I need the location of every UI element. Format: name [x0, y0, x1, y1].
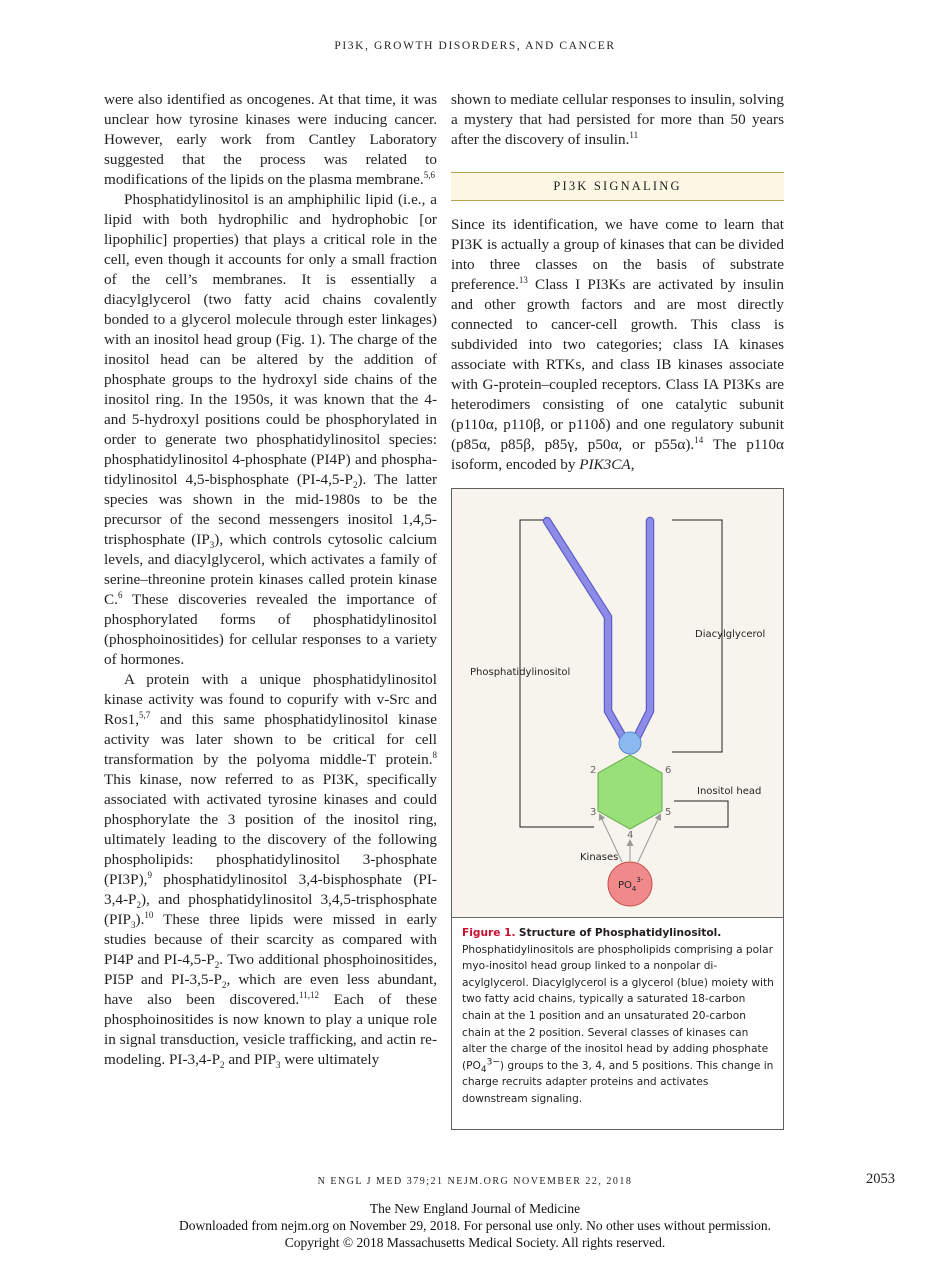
- gene-name: PIK3CA: [579, 456, 631, 473]
- reference: 5,7: [139, 709, 151, 720]
- position-2: 2: [590, 765, 597, 776]
- page-number: 2053: [866, 1171, 895, 1187]
- glycerol-circle: [619, 732, 641, 754]
- label-inositol-head: Inositol head: [697, 786, 762, 797]
- section-heading: PI3K SIGNALING: [553, 179, 682, 193]
- inositol-hexagon: [598, 755, 662, 829]
- figure-illustration: [452, 489, 783, 918]
- paragraph: A protein with a unique phosphatidylinositol kinase activity was found to copurify with v-Src and Ros1,$^{5,7}$ and this same phosphatidylinositol kinase activity was later shown to be critical for cell transformation by the polyoma middle-T protein.$^8$ This kinase, now referred to as PI3K, specifically associated with activated tyrosine kinases and could phosphorylate the 3 position of the inositol ring, ultimately leading to the discovery of the following phospholipids: phosphatidylinositol 3-phosphate (PI3P),$^9$ phosphatidylinositol 3,4-bisphosphate $(PI-3,4-P_2)$, and phosphatidylinositol 3,4,5-trisphosphate $(PIP_3).^{10}$ These three lipids were missed in early studies because of their scarcity as compared with PI4P and $PI-4,5-P_2$. Two additional phosphoinositides, PI5P and $PI-3,5-P_2$, which are even less abundant, have also been discovered.$^{11,12}$ Each of these phosphoinositides is now known to play a unique role in signal transduction, vesicle trafficking, and actin remodeling. $PI-3,4-P_2$ and $PIP_3$ were ultimately: [104, 671, 437, 1071]
- figure-1: [451, 488, 784, 1130]
- reference: 14: [694, 434, 704, 445]
- journal-footer: N ENGL J MED 379;21 NEJM.ORG NOVEMBER 22, 2018: [317, 1176, 633, 1187]
- fatty-acid-chains: [547, 521, 650, 739]
- paragraph: Since its identification, we have come to learn that PI3K is actually a group of kinases that can be divided into three classes on the basis of substrate preference.$^{13}$ Class I PI3Ks are activated by insulin and other growth factors and are most directly connected to cancer-cell growth. This class is subdivided into two categories; class IA kinases associate with RTKs, and class IB kinases associate with G-protein–coupled receptors. Class IA PI3Ks are heterodimers consisting of one catalytic subunit (p110α, p110β, or p110δ) and one regulatory subunit (p85α, p85β, p85γ, p50α, or p55α).$^{14}$ The p110α isoform, encoded by PIK3CA,: [451, 216, 785, 473]
- reference: 9: [147, 869, 152, 880]
- figure-title: Structure of Phosphatidylinositol.: [518, 927, 722, 939]
- section-heading-box: [451, 172, 784, 201]
- phosphatidylinositol-diagram: [452, 489, 783, 917]
- figure-caption: [462, 925, 774, 1108]
- label-diacylglycerol: Diacylglycerol: [695, 629, 766, 640]
- paragraph: were also identified as oncogenes. At that time, it was unclear how tyrosine kinases were inducing cancer. However, early work from Cantley Laboratory suggested that the process was related to modifications of the lipids on the plasma membrane.$^{5,6}$: [104, 91, 437, 188]
- reference: 6: [117, 589, 123, 600]
- reference: 13: [518, 274, 528, 285]
- position-4: 4: [627, 830, 634, 841]
- reference: 5,6: [423, 169, 435, 180]
- figure-label: Figure 1.: [462, 927, 516, 939]
- position-6: 6: [665, 765, 672, 776]
- reference: 11,12: [299, 989, 320, 1000]
- publisher-line: The New England Journal of Medicine: [369, 1201, 581, 1216]
- phosphate-label: $PO_4^{3-}$: [618, 876, 644, 893]
- inositol-head-bracket: [674, 801, 728, 827]
- reference: 8: [432, 749, 437, 760]
- paragraph: Phosphatidylinositol is an amphiphilic lipid (i.e., a lipid with both hydrophilic and hydrophobic [or lipophilic] properties) that plays a critical role in the cell, even though it accounts for only a small fraction of the cell’s membranes. It is essentially a diacylglycerol (two fatty acid chains covalently bonded to a glycerol molecule through ester linkages) with an inositol head group (Fig. 1). The charge of the inositol head can be altered by the addition of phosphate groups to the hydroxyl side chains of the inositol ring. In the 1950s, it was known that the 4- and 5-hydroxyl positions could be phosphorylated in order to generate two phosphatidylinositol species: phosphatidylinositol 4-phosphate (PI4P) and phosphatidylinositol 4,5-bisphosphate $(PI-4,5-P_2)$. The latter species was shown in the mid-1980s to be the precursor of the second messengers inositol 1,4,5-trisphosphate $(IP_3)$, which controls cytosolic calcium levels, and diacylglycerol, which activates a family of serine–threonine protein kinases called protein kinase C.$^6$ These discoveries revealed the importance of phosphorylated forms of phosphatidylinositol (phosphoinositides) for cellular responses to a variety of hormones.: [104, 191, 438, 668]
- position-3: 3: [590, 807, 597, 818]
- copyright-line: Copyright © 2018 Massachusetts Medical Society. All rights reserved.: [284, 1235, 666, 1250]
- reference: 11: [629, 129, 639, 140]
- reference: 10: [144, 909, 154, 920]
- label-phosphatidylinositol: Phosphatidylinositol: [470, 667, 571, 678]
- left-column: [104, 90, 437, 1070]
- paragraph: shown to mediate cellular responses to insulin, solving a mystery that had persisted for more than 50 years after the discovery of insulin.$^{11}$: [451, 91, 784, 148]
- label-kinases: Kinases: [580, 852, 619, 863]
- running-head: PI3K, GROWTH DISORDERS, AND CANCER: [334, 40, 616, 52]
- download-notice: Downloaded from nejm.org on November 29, 2018. For personal use only. No other uses without permission.: [178, 1218, 772, 1233]
- figure-caption-text: Phosphatidylinositols are phospholipids comprising a polar myo-inositol head group linked to a nonpolar diacylglycerol. Diacylglycerol is a glycerol (blue) moiety with two fatty acid chains, typically a saturated 18-carbon chain at the 1 position and an unsaturated 20-carbon chain at the 2 position. Several classes of kinases can alter the charge of the inositol head by adding phosphate $(PO_4^{3-})$ groups to the 3, 4, and 5 positions. This change in charge recruits adapter proteins and activates downstream signaling.: [462, 943, 774, 1105]
- right-column: [451, 90, 784, 475]
- position-5: 5: [665, 807, 672, 818]
